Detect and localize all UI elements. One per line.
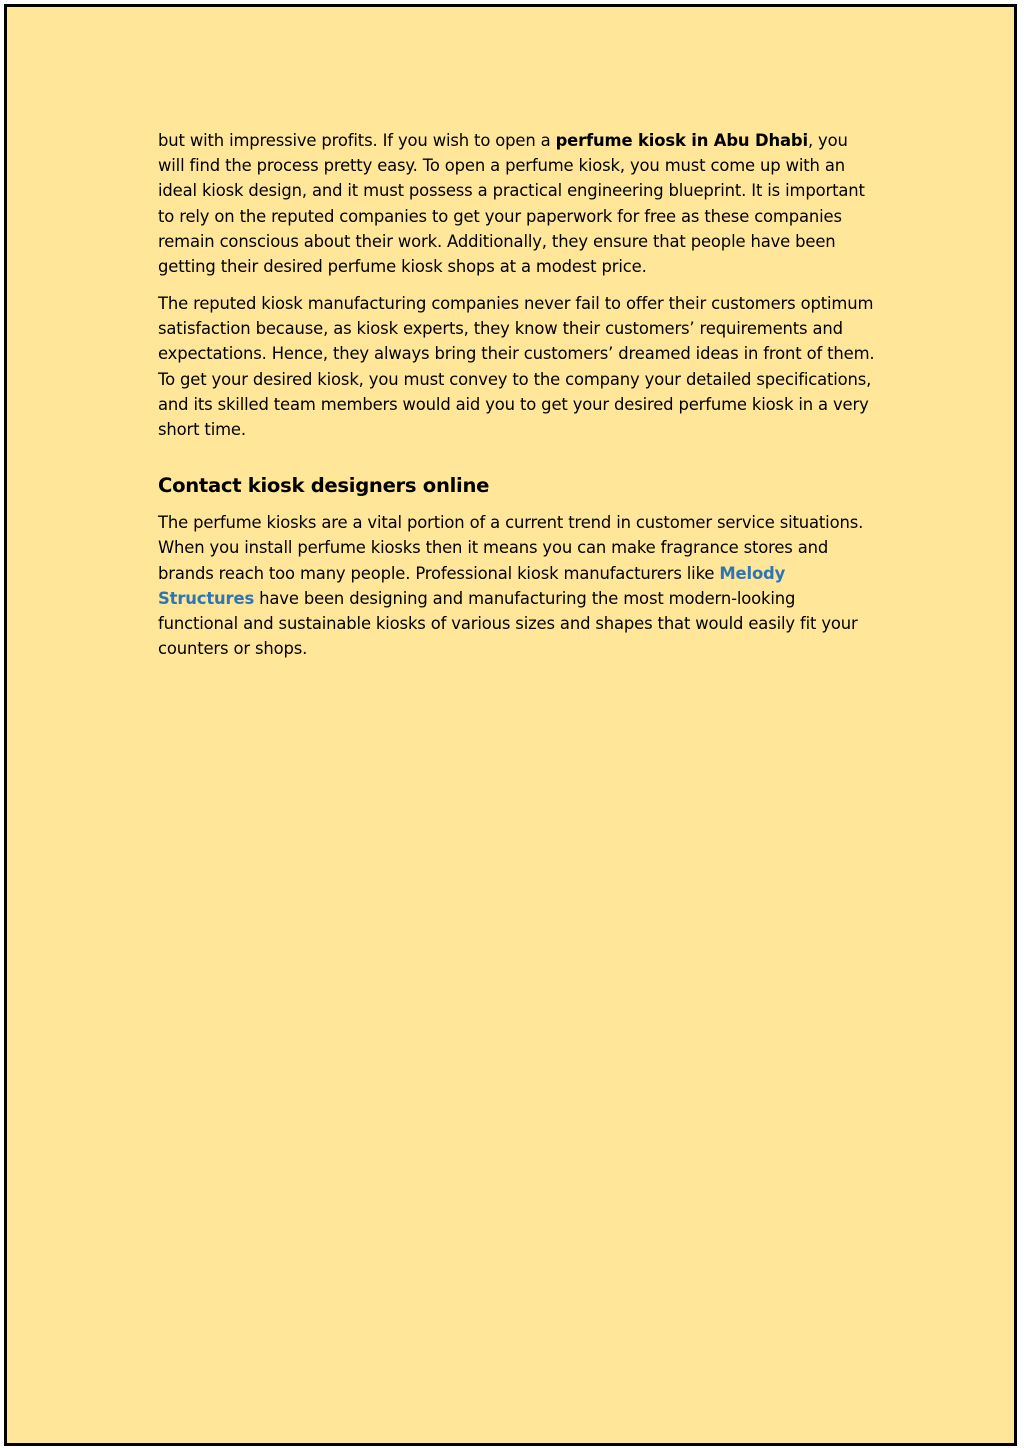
paragraph-intro-text-end: , you will find the process pretty easy. To open a perfume kiosk, you must come up with an ideal kiosk design, and it must possess a practical engineering blueprint. It is important to rely on the reputed companies to get your paperwork for free as these companies remain conscious about their work. Additionally, they ensure that people have been getting their desired perfume kiosk shops at a modest price.	[158, 131, 865, 277]
paragraph-contact-text-end: have been designing and manufacturing the most modern-looking functional and sustainable kiosks of various sizes and shapes that would easily fit your counters or shops.	[158, 588, 858, 659]
document-page	[4, 4, 1017, 1446]
melody-structures-link[interactable]: Melody Structures	[158, 563, 786, 608]
paragraph-contact	[158, 510, 878, 661]
section-heading: Contact kiosk designers online	[158, 474, 490, 498]
document-body	[158, 128, 878, 661]
paragraph-intro	[158, 128, 878, 279]
keyword-perfume-kiosk-abu-dhabi: perfume kiosk in Abu Dhabi	[555, 131, 808, 150]
paragraph-contact-text-start: The perfume kiosks are a vital portion of a current trend in customer service situations. When you install perfume kiosks then it means you can make fragrance stores and brands reach too many people. Professional kiosk manufacturers like	[158, 513, 864, 583]
paragraph-manufacturers: The reputed kiosk manufacturing companies never fail to offer their customers optimum satisfaction because, as kiosk experts, they know their customers’ requirements and expectations. Hence, they always bring their customers’ dreamed ideas in front of them. To get your desired kiosk, you must convey to the company your detailed specifications, and its skilled team members would aid you to get your desired perfume kiosk in a very short time.	[158, 294, 875, 440]
paragraph-intro-text-start: but with impressive profits. If you wish to open a	[158, 131, 556, 150]
